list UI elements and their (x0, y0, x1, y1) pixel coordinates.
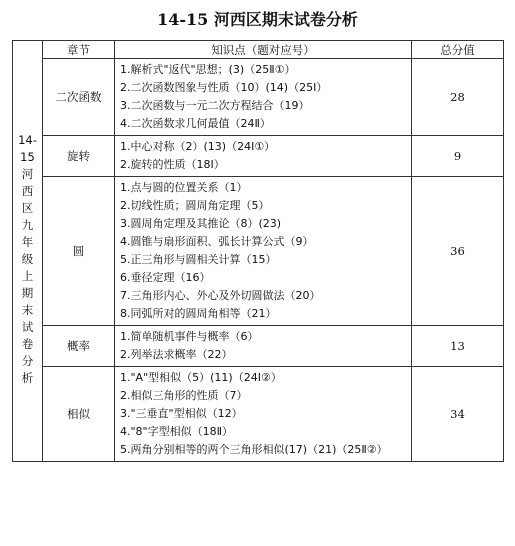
score-cell: 34 (412, 367, 504, 462)
knowledge-item: 2.切线性质；圆周角定理（5） (120, 199, 270, 212)
knowledge-item: 5.两角分别相等的两个三角形相似(17)（21)（25Ⅱ②） (120, 443, 388, 456)
knowledge-item: 4.圆锥与扇形面积、弧长计算公式（9） (120, 235, 314, 248)
knowledge-item: 2.旋转的性质（18Ⅰ） (120, 158, 225, 171)
knowledge-item: 8.同弧所对的圆周角相等（21） (120, 307, 277, 320)
side-label: 14- 15 河 西 区 九 年 级 上 期 末 试 卷 分 析 (13, 59, 43, 462)
knowledge-item: 4.二次函数求几何最值（24Ⅱ） (120, 117, 271, 130)
chapter-cell: 圆 (43, 177, 115, 326)
knowledge-item: 1.解析式"返代"思想；(3)（25Ⅱ①） (120, 63, 296, 76)
table-row (13, 326, 504, 367)
score-cell: 36 (412, 177, 504, 326)
knowledge-item: 6.垂径定理（16） (120, 271, 211, 284)
corner-cell (13, 41, 43, 59)
knowledge-item: 1.点与圆的位置关系（1） (120, 181, 248, 194)
knowledge-cell (115, 59, 412, 136)
score-cell: 13 (412, 326, 504, 367)
table-row (13, 59, 504, 136)
analysis-table (12, 40, 504, 462)
knowledge-item: 2.二次函数图象与性质（10）(14)（25Ⅰ） (120, 81, 328, 94)
knowledge-item: 1.简单随机事件与概率（6） (120, 330, 259, 343)
knowledge-item: 3.圆周角定理及其推论（8）(23) (120, 217, 282, 230)
chapter-cell: 概率 (43, 326, 115, 367)
knowledge-item: 2.相似三角形的性质（7） (120, 389, 248, 402)
header-total: 总分值 (412, 41, 504, 59)
knowledge-item: 7.三角形内心、外心及外切圆做法（20） (120, 289, 321, 302)
knowledge-cell (115, 367, 412, 462)
knowledge-item: 3.二次函数与一元二次方程结合（19） (120, 99, 310, 112)
knowledge-item: 1.中心对称（2）(13)（24Ⅰ①） (120, 140, 276, 153)
table-row (13, 136, 504, 177)
table-row (13, 177, 504, 326)
chapter-cell: 二次函数 (43, 59, 115, 136)
knowledge-cell (115, 136, 412, 177)
chapter-cell: 旋转 (43, 136, 115, 177)
header-chapter: 章节 (43, 41, 115, 59)
knowledge-item: 4."8"字型相似（18Ⅱ） (120, 425, 234, 438)
knowledge-item: 1."A"型相似（5）(11)（24Ⅰ②） (120, 371, 282, 384)
chapter-cell: 相似 (43, 367, 115, 462)
knowledge-item: 5.正三角形与圆相关计算（15） (120, 253, 277, 266)
header-knowledge: 知识点（题对应号） (115, 41, 412, 59)
knowledge-cell (115, 326, 412, 367)
knowledge-item: 3."三垂直"型相似（12） (120, 407, 243, 420)
score-cell: 9 (412, 136, 504, 177)
score-cell: 28 (412, 59, 504, 136)
header-row (13, 41, 504, 59)
table-row (13, 367, 504, 462)
knowledge-cell (115, 177, 412, 326)
knowledge-item: 2.列举法求概率（22） (120, 348, 233, 361)
page-title: 14-15 河西区期末试卷分析 (157, 10, 358, 29)
